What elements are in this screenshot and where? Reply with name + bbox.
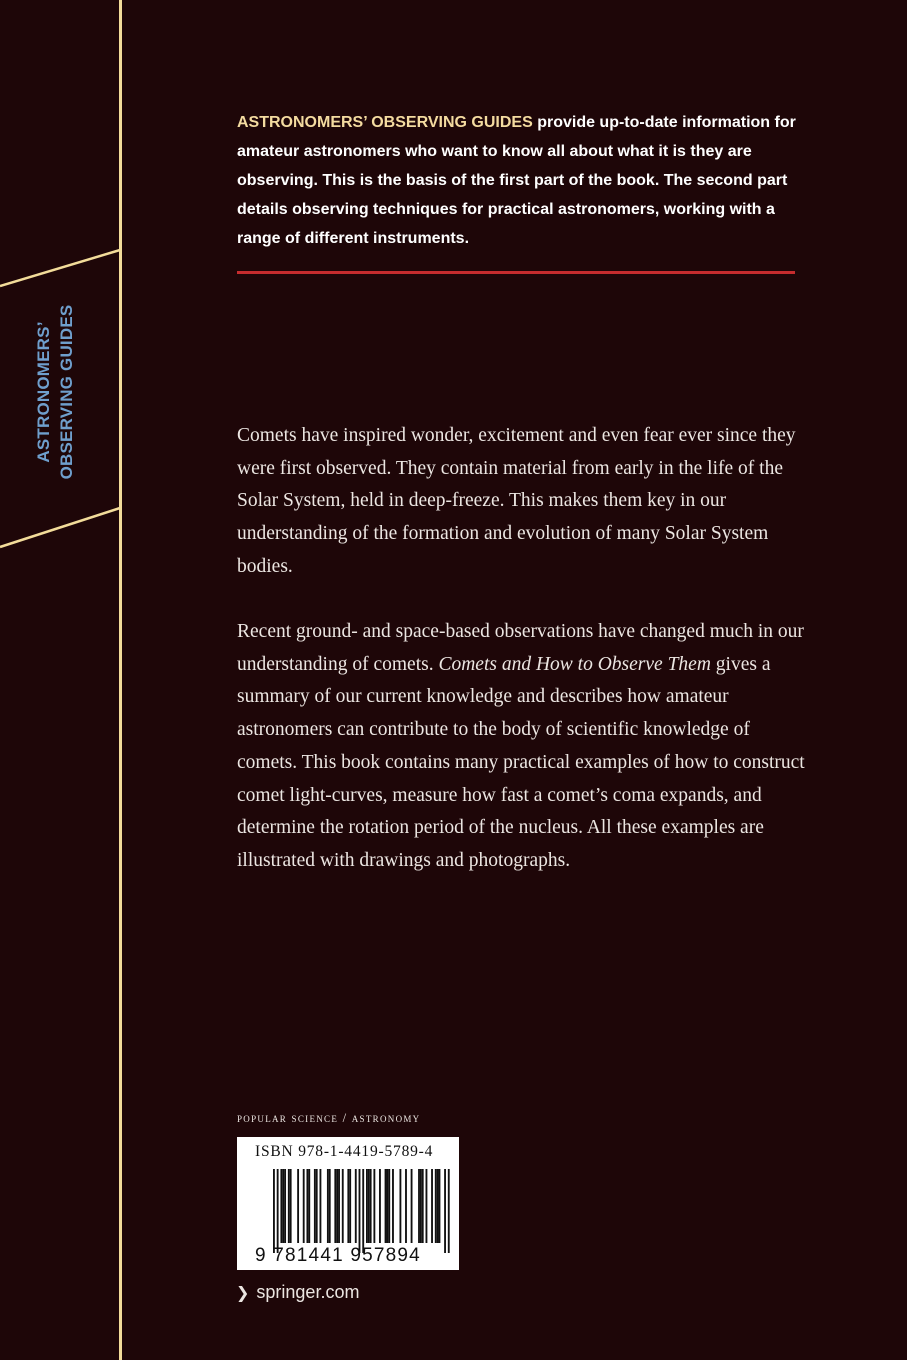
barcode-bar: [411, 1169, 413, 1243]
barcode-bar: [308, 1169, 310, 1243]
barcode-bar: [444, 1169, 446, 1253]
publisher-website[interactable]: [236, 1282, 359, 1303]
barcode-bar: [349, 1169, 351, 1243]
spine-diagonal-bottom: [0, 508, 120, 547]
barcode-bar: [329, 1169, 331, 1243]
barcode-bar: [368, 1169, 370, 1243]
book-title: Comets and How to Observe Them: [438, 653, 711, 675]
barcode-bar: [373, 1169, 375, 1243]
spine-label-line-1: ASTRONOMERS’: [34, 321, 53, 463]
barcode-bar: [435, 1169, 437, 1243]
description-paragraph-1: Comets have inspired wonder, excitement and even fear ever since they were first observed. They contain material from early in the life of the Solar System, held in deep-freeze. This makes them key in our understanding of the formation and evolution of many Solar System bodies.: [237, 425, 796, 577]
barcode-bar: [334, 1169, 336, 1243]
isbn-number: ISBN 978-1-4419-5789-4: [255, 1143, 434, 1160]
barcode-bar: [273, 1169, 275, 1253]
barcode-bar: [347, 1169, 349, 1243]
barcode-bar: [297, 1169, 299, 1243]
barcode-bar: [420, 1169, 422, 1243]
barcode-bar: [439, 1169, 441, 1243]
barcode-bar: [422, 1169, 424, 1243]
paragraph-2-end: gives a summary of our current knowledge and describes how amateur astronomers can contribute to the body of scientific knowledge of comets. This book contains many practical examples of how to construct comet light-curves, measure how fast a comet’s coma expands, and determine the rotation period of the nucleus. All these examples are illustrated with drawings and photographs.: [237, 653, 805, 871]
barcode-bar: [306, 1169, 308, 1243]
barcode-bar: [388, 1169, 390, 1243]
description-paragraph-2: [237, 616, 807, 878]
barcode-bar: [399, 1169, 401, 1243]
barcode-bar: [288, 1169, 290, 1243]
section-divider: [237, 271, 795, 274]
barcode-bar: [290, 1169, 292, 1243]
barcode-bar: [386, 1169, 388, 1243]
barcode-bar: [303, 1169, 305, 1243]
barcode-digits: 9 781441 957894: [255, 1245, 421, 1266]
barcode-bar: [431, 1169, 433, 1243]
barcode-bar: [418, 1169, 420, 1243]
barcode-bar: [277, 1169, 279, 1253]
website-label: springer.com: [256, 1282, 360, 1302]
subject-category: popular science / astronomy: [237, 1111, 421, 1125]
barcode-bar: [336, 1169, 338, 1243]
barcode-bar: [426, 1169, 428, 1243]
barcode-panel: [237, 1137, 459, 1270]
barcode-bar: [338, 1169, 340, 1243]
paragraph-2-start: Recent ground- and space-based observations have changed much in our understanding of comets.: [237, 621, 804, 675]
series-intro: [237, 108, 807, 253]
barcode-bar: [392, 1169, 394, 1243]
chevron-right-icon: ❯: [236, 1284, 250, 1302]
barcode-bar: [379, 1169, 381, 1243]
spine-label-line-2: OBSERVING GUIDES: [57, 304, 76, 480]
series-name: ASTRONOMERS’ OBSERVING GUIDES: [237, 114, 533, 131]
barcode-bar: [282, 1169, 284, 1243]
barcode-bar: [385, 1169, 387, 1243]
spine-series-label: [32, 292, 84, 492]
barcode-bar: [280, 1169, 282, 1243]
barcode-bar: [355, 1169, 357, 1243]
spine-diagonal-top: [0, 250, 120, 286]
barcode-bar: [342, 1169, 344, 1243]
barcode-bar: [362, 1169, 364, 1253]
barcode-bar: [405, 1169, 407, 1243]
barcode-bar: [284, 1169, 286, 1243]
barcode-bar: [316, 1169, 318, 1243]
barcode-bar: [327, 1169, 329, 1243]
barcode-bar: [370, 1169, 372, 1243]
barcode-bar: [448, 1169, 450, 1253]
barcode-bar: [314, 1169, 316, 1243]
barcode-bar: [359, 1169, 361, 1253]
barcode-bar: [320, 1169, 322, 1243]
barcode-bar: [366, 1169, 368, 1243]
barcode-bar: [437, 1169, 439, 1243]
series-intro-text: provide up-to-date information for amateur astronomers who want to know all about what it is they are observing. This is the basis of the first part of the book. The second part details observing techniques for practical astronomers, working with a range of different instruments.: [237, 114, 796, 247]
